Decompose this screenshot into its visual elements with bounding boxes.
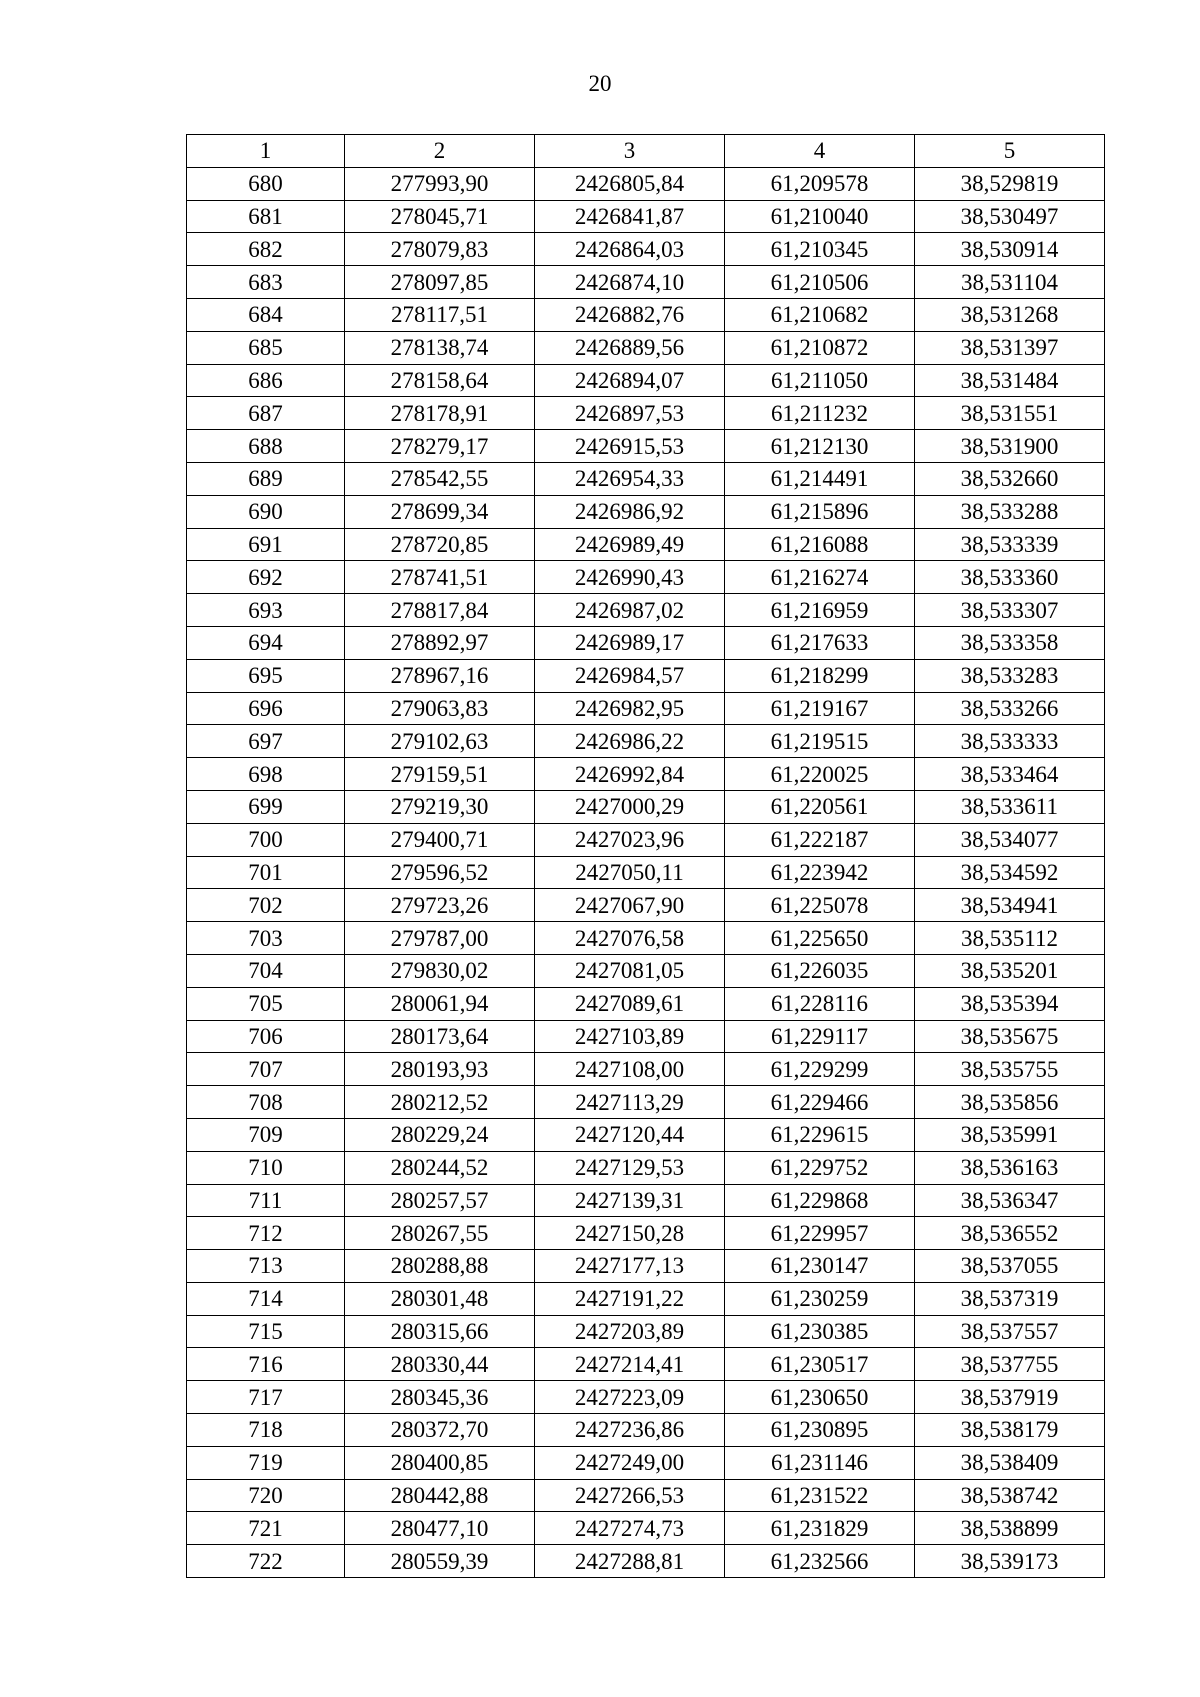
y-coordinate-cell: 2426987,02 (535, 594, 725, 627)
y-coordinate-cell: 2426864,03 (535, 233, 725, 266)
y-coordinate-cell: 2427000,29 (535, 790, 725, 823)
table-row (187, 266, 1105, 299)
column-header-4: 4 (725, 135, 915, 168)
point-number-cell: 717 (187, 1381, 345, 1414)
longitude-cell: 38,533288 (915, 495, 1105, 528)
point-number-cell: 718 (187, 1414, 345, 1447)
y-coordinate-cell: 2427023,96 (535, 823, 725, 856)
table-row (187, 1118, 1105, 1151)
point-number-cell: 709 (187, 1118, 345, 1151)
longitude-cell: 38,537755 (915, 1348, 1105, 1381)
y-coordinate-cell: 2426882,76 (535, 298, 725, 331)
table-row (187, 790, 1105, 823)
y-coordinate-cell: 2427191,22 (535, 1282, 725, 1315)
y-coordinate-cell: 2426984,57 (535, 659, 725, 692)
point-number-cell: 702 (187, 889, 345, 922)
y-coordinate-cell: 2427177,13 (535, 1250, 725, 1283)
table-row (187, 1545, 1105, 1578)
point-number-cell: 710 (187, 1151, 345, 1184)
x-coordinate-cell: 279787,00 (345, 922, 535, 955)
y-coordinate-cell: 2427108,00 (535, 1053, 725, 1086)
x-coordinate-cell: 278178,91 (345, 397, 535, 430)
table-row (187, 364, 1105, 397)
latitude-cell: 61,210872 (725, 331, 915, 364)
point-number-cell: 711 (187, 1184, 345, 1217)
table-row (187, 430, 1105, 463)
table-row (187, 331, 1105, 364)
y-coordinate-cell: 2426992,84 (535, 758, 725, 791)
latitude-cell: 61,216088 (725, 528, 915, 561)
latitude-cell: 61,230385 (725, 1315, 915, 1348)
latitude-cell: 61,216959 (725, 594, 915, 627)
table-row (187, 1217, 1105, 1250)
latitude-cell: 61,229752 (725, 1151, 915, 1184)
x-coordinate-cell: 280173,64 (345, 1020, 535, 1053)
latitude-cell: 61,218299 (725, 659, 915, 692)
latitude-cell: 61,229117 (725, 1020, 915, 1053)
latitude-cell: 61,210345 (725, 233, 915, 266)
y-coordinate-cell: 2426894,07 (535, 364, 725, 397)
x-coordinate-cell: 278045,71 (345, 200, 535, 233)
table-row (187, 1479, 1105, 1512)
longitude-cell: 38,531484 (915, 364, 1105, 397)
longitude-cell: 38,531551 (915, 397, 1105, 430)
table-row (187, 1151, 1105, 1184)
y-coordinate-cell: 2426986,22 (535, 725, 725, 758)
longitude-cell: 38,533358 (915, 626, 1105, 659)
x-coordinate-cell: 278699,34 (345, 495, 535, 528)
y-coordinate-cell: 2426805,84 (535, 167, 725, 200)
x-coordinate-cell: 280345,36 (345, 1381, 535, 1414)
latitude-cell: 61,230650 (725, 1381, 915, 1414)
y-coordinate-cell: 2426982,95 (535, 692, 725, 725)
y-coordinate-cell: 2427139,31 (535, 1184, 725, 1217)
point-number-cell: 687 (187, 397, 345, 430)
point-number-cell: 708 (187, 1086, 345, 1119)
point-number-cell: 691 (187, 528, 345, 561)
column-header-2: 2 (345, 135, 535, 168)
x-coordinate-cell: 280301,48 (345, 1282, 535, 1315)
longitude-cell: 38,533360 (915, 561, 1105, 594)
x-coordinate-cell: 277993,90 (345, 167, 535, 200)
point-number-cell: 703 (187, 922, 345, 955)
y-coordinate-cell: 2427067,90 (535, 889, 725, 922)
y-coordinate-cell: 2427120,44 (535, 1118, 725, 1151)
latitude-cell: 61,230517 (725, 1348, 915, 1381)
y-coordinate-cell: 2426841,87 (535, 200, 725, 233)
latitude-cell: 61,229957 (725, 1217, 915, 1250)
x-coordinate-cell: 280267,55 (345, 1217, 535, 1250)
longitude-cell: 38,529819 (915, 167, 1105, 200)
point-number-cell: 716 (187, 1348, 345, 1381)
x-coordinate-cell: 278117,51 (345, 298, 535, 331)
longitude-cell: 38,535394 (915, 987, 1105, 1020)
latitude-cell: 61,229466 (725, 1086, 915, 1119)
point-number-cell: 712 (187, 1217, 345, 1250)
x-coordinate-cell: 279102,63 (345, 725, 535, 758)
longitude-cell: 38,533611 (915, 790, 1105, 823)
table-row (187, 954, 1105, 987)
x-coordinate-cell: 278079,83 (345, 233, 535, 266)
point-number-cell: 680 (187, 167, 345, 200)
coordinates-table (186, 134, 1105, 1578)
table-row (187, 200, 1105, 233)
table-row (187, 1381, 1105, 1414)
point-number-cell: 722 (187, 1545, 345, 1578)
latitude-cell: 61,225650 (725, 922, 915, 955)
y-coordinate-cell: 2427214,41 (535, 1348, 725, 1381)
point-number-cell: 683 (187, 266, 345, 299)
y-coordinate-cell: 2427274,73 (535, 1512, 725, 1545)
latitude-cell: 61,226035 (725, 954, 915, 987)
x-coordinate-cell: 278892,97 (345, 626, 535, 659)
point-number-cell: 682 (187, 233, 345, 266)
x-coordinate-cell: 278817,84 (345, 594, 535, 627)
latitude-cell: 61,230147 (725, 1250, 915, 1283)
table-row (187, 823, 1105, 856)
y-coordinate-cell: 2426889,56 (535, 331, 725, 364)
y-coordinate-cell: 2427081,05 (535, 954, 725, 987)
x-coordinate-cell: 279159,51 (345, 758, 535, 791)
longitude-cell: 38,538179 (915, 1414, 1105, 1447)
longitude-cell: 38,533333 (915, 725, 1105, 758)
longitude-cell: 38,533283 (915, 659, 1105, 692)
x-coordinate-cell: 278967,16 (345, 659, 535, 692)
point-number-cell: 720 (187, 1479, 345, 1512)
latitude-cell: 61,230895 (725, 1414, 915, 1447)
table-row (187, 1414, 1105, 1447)
latitude-cell: 61,231146 (725, 1446, 915, 1479)
y-coordinate-cell: 2427103,89 (535, 1020, 725, 1053)
latitude-cell: 61,219167 (725, 692, 915, 725)
table-body (187, 167, 1105, 1577)
point-number-cell: 700 (187, 823, 345, 856)
latitude-cell: 61,212130 (725, 430, 915, 463)
x-coordinate-cell: 279723,26 (345, 889, 535, 922)
table-row (187, 462, 1105, 495)
y-coordinate-cell: 2427129,53 (535, 1151, 725, 1184)
latitude-cell: 61,220025 (725, 758, 915, 791)
table-row (187, 1446, 1105, 1479)
latitude-cell: 61,209578 (725, 167, 915, 200)
longitude-cell: 38,533339 (915, 528, 1105, 561)
longitude-cell: 38,535201 (915, 954, 1105, 987)
x-coordinate-cell: 280400,85 (345, 1446, 535, 1479)
table-row (187, 626, 1105, 659)
x-coordinate-cell: 279219,30 (345, 790, 535, 823)
header-row (187, 135, 1105, 168)
table-row (187, 594, 1105, 627)
point-number-cell: 701 (187, 856, 345, 889)
x-coordinate-cell: 280372,70 (345, 1414, 535, 1447)
column-header-1: 1 (187, 135, 345, 168)
latitude-cell: 61,230259 (725, 1282, 915, 1315)
table-row (187, 692, 1105, 725)
y-coordinate-cell: 2426954,33 (535, 462, 725, 495)
point-number-cell: 694 (187, 626, 345, 659)
point-number-cell: 713 (187, 1250, 345, 1283)
y-coordinate-cell: 2427223,09 (535, 1381, 725, 1414)
x-coordinate-cell: 280288,88 (345, 1250, 535, 1283)
latitude-cell: 61,231522 (725, 1479, 915, 1512)
x-coordinate-cell: 280061,94 (345, 987, 535, 1020)
point-number-cell: 696 (187, 692, 345, 725)
latitude-cell: 61,211232 (725, 397, 915, 430)
y-coordinate-cell: 2427050,11 (535, 856, 725, 889)
x-coordinate-cell: 278097,85 (345, 266, 535, 299)
point-number-cell: 681 (187, 200, 345, 233)
y-coordinate-cell: 2427113,29 (535, 1086, 725, 1119)
column-header-5: 5 (915, 135, 1105, 168)
point-number-cell: 689 (187, 462, 345, 495)
table-row (187, 889, 1105, 922)
table-row (187, 1250, 1105, 1283)
longitude-cell: 38,530497 (915, 200, 1105, 233)
latitude-cell: 61,229868 (725, 1184, 915, 1217)
y-coordinate-cell: 2426897,53 (535, 397, 725, 430)
x-coordinate-cell: 280212,52 (345, 1086, 535, 1119)
page-number: 20 (588, 71, 612, 96)
y-coordinate-cell: 2427288,81 (535, 1545, 725, 1578)
table-row (187, 1086, 1105, 1119)
x-coordinate-cell: 278720,85 (345, 528, 535, 561)
longitude-cell: 38,530914 (915, 233, 1105, 266)
point-number-cell: 692 (187, 561, 345, 594)
table-row (187, 1315, 1105, 1348)
y-coordinate-cell: 2427150,28 (535, 1217, 725, 1250)
x-coordinate-cell: 278138,74 (345, 331, 535, 364)
x-coordinate-cell: 280257,57 (345, 1184, 535, 1217)
latitude-cell: 61,210040 (725, 200, 915, 233)
y-coordinate-cell: 2426915,53 (535, 430, 725, 463)
point-number-cell: 714 (187, 1282, 345, 1315)
longitude-cell: 38,537557 (915, 1315, 1105, 1348)
point-number-cell: 706 (187, 1020, 345, 1053)
longitude-cell: 38,538742 (915, 1479, 1105, 1512)
point-number-cell: 684 (187, 298, 345, 331)
table-row (187, 758, 1105, 791)
longitude-cell: 38,536163 (915, 1151, 1105, 1184)
y-coordinate-cell: 2427249,00 (535, 1446, 725, 1479)
point-number-cell: 699 (187, 790, 345, 823)
longitude-cell: 38,535755 (915, 1053, 1105, 1086)
x-coordinate-cell: 280315,66 (345, 1315, 535, 1348)
table-row (187, 725, 1105, 758)
longitude-cell: 38,537055 (915, 1250, 1105, 1283)
longitude-cell: 38,537919 (915, 1381, 1105, 1414)
latitude-cell: 61,225078 (725, 889, 915, 922)
x-coordinate-cell: 279830,02 (345, 954, 535, 987)
table-row (187, 987, 1105, 1020)
x-coordinate-cell: 280244,52 (345, 1151, 535, 1184)
column-header-3: 3 (535, 135, 725, 168)
latitude-cell: 61,228116 (725, 987, 915, 1020)
table-row (187, 561, 1105, 594)
x-coordinate-cell: 279596,52 (345, 856, 535, 889)
table-row (187, 298, 1105, 331)
point-number-cell: 721 (187, 1512, 345, 1545)
latitude-cell: 61,219515 (725, 725, 915, 758)
longitude-cell: 38,535112 (915, 922, 1105, 955)
latitude-cell: 61,223942 (725, 856, 915, 889)
x-coordinate-cell: 280442,88 (345, 1479, 535, 1512)
longitude-cell: 38,533266 (915, 692, 1105, 725)
table-row (187, 397, 1105, 430)
y-coordinate-cell: 2426986,92 (535, 495, 725, 528)
y-coordinate-cell: 2426874,10 (535, 266, 725, 299)
table-row (187, 1184, 1105, 1217)
table-row (187, 1053, 1105, 1086)
longitude-cell: 38,538409 (915, 1446, 1105, 1479)
table-row (187, 922, 1105, 955)
point-number-cell: 685 (187, 331, 345, 364)
latitude-cell: 61,231829 (725, 1512, 915, 1545)
longitude-cell: 38,537319 (915, 1282, 1105, 1315)
y-coordinate-cell: 2427076,58 (535, 922, 725, 955)
longitude-cell: 38,539173 (915, 1545, 1105, 1578)
y-coordinate-cell: 2426989,17 (535, 626, 725, 659)
point-number-cell: 719 (187, 1446, 345, 1479)
table-row (187, 528, 1105, 561)
longitude-cell: 38,534077 (915, 823, 1105, 856)
table-row (187, 1020, 1105, 1053)
longitude-cell: 38,531900 (915, 430, 1105, 463)
latitude-cell: 61,232566 (725, 1545, 915, 1578)
longitude-cell: 38,531397 (915, 331, 1105, 364)
table-header (187, 135, 1105, 168)
x-coordinate-cell: 280477,10 (345, 1512, 535, 1545)
latitude-cell: 61,229299 (725, 1053, 915, 1086)
point-number-cell: 698 (187, 758, 345, 791)
y-coordinate-cell: 2427266,53 (535, 1479, 725, 1512)
x-coordinate-cell: 278542,55 (345, 462, 535, 495)
longitude-cell: 38,533464 (915, 758, 1105, 791)
x-coordinate-cell: 279400,71 (345, 823, 535, 856)
latitude-cell: 61,217633 (725, 626, 915, 659)
point-number-cell: 707 (187, 1053, 345, 1086)
longitude-cell: 38,535991 (915, 1118, 1105, 1151)
y-coordinate-cell: 2426990,43 (535, 561, 725, 594)
x-coordinate-cell: 280229,24 (345, 1118, 535, 1151)
latitude-cell: 61,220561 (725, 790, 915, 823)
point-number-cell: 715 (187, 1315, 345, 1348)
x-coordinate-cell: 278741,51 (345, 561, 535, 594)
point-number-cell: 697 (187, 725, 345, 758)
table-row (187, 856, 1105, 889)
latitude-cell: 61,215896 (725, 495, 915, 528)
latitude-cell: 61,210682 (725, 298, 915, 331)
table-row (187, 1348, 1105, 1381)
point-number-cell: 693 (187, 594, 345, 627)
latitude-cell: 61,211050 (725, 364, 915, 397)
latitude-cell: 61,216274 (725, 561, 915, 594)
latitude-cell: 61,222187 (725, 823, 915, 856)
table-row (187, 233, 1105, 266)
x-coordinate-cell: 278279,17 (345, 430, 535, 463)
longitude-cell: 38,536552 (915, 1217, 1105, 1250)
longitude-cell: 38,531268 (915, 298, 1105, 331)
point-number-cell: 705 (187, 987, 345, 1020)
latitude-cell: 61,210506 (725, 266, 915, 299)
x-coordinate-cell: 278158,64 (345, 364, 535, 397)
longitude-cell: 38,538899 (915, 1512, 1105, 1545)
longitude-cell: 38,534941 (915, 889, 1105, 922)
x-coordinate-cell: 280330,44 (345, 1348, 535, 1381)
x-coordinate-cell: 279063,83 (345, 692, 535, 725)
point-number-cell: 686 (187, 364, 345, 397)
longitude-cell: 38,535675 (915, 1020, 1105, 1053)
x-coordinate-cell: 280559,39 (345, 1545, 535, 1578)
longitude-cell: 38,531104 (915, 266, 1105, 299)
longitude-cell: 38,535856 (915, 1086, 1105, 1119)
y-coordinate-cell: 2426989,49 (535, 528, 725, 561)
table-row (187, 495, 1105, 528)
point-number-cell: 690 (187, 495, 345, 528)
table-row (187, 1282, 1105, 1315)
longitude-cell: 38,533307 (915, 594, 1105, 627)
table-row (187, 1512, 1105, 1545)
longitude-cell: 38,534592 (915, 856, 1105, 889)
y-coordinate-cell: 2427089,61 (535, 987, 725, 1020)
longitude-cell: 38,532660 (915, 462, 1105, 495)
point-number-cell: 704 (187, 954, 345, 987)
latitude-cell: 61,214491 (725, 462, 915, 495)
point-number-cell: 688 (187, 430, 345, 463)
longitude-cell: 38,536347 (915, 1184, 1105, 1217)
point-number-cell: 695 (187, 659, 345, 692)
x-coordinate-cell: 280193,93 (345, 1053, 535, 1086)
table-row (187, 659, 1105, 692)
y-coordinate-cell: 2427236,86 (535, 1414, 725, 1447)
table-row (187, 167, 1105, 200)
latitude-cell: 61,229615 (725, 1118, 915, 1151)
y-coordinate-cell: 2427203,89 (535, 1315, 725, 1348)
